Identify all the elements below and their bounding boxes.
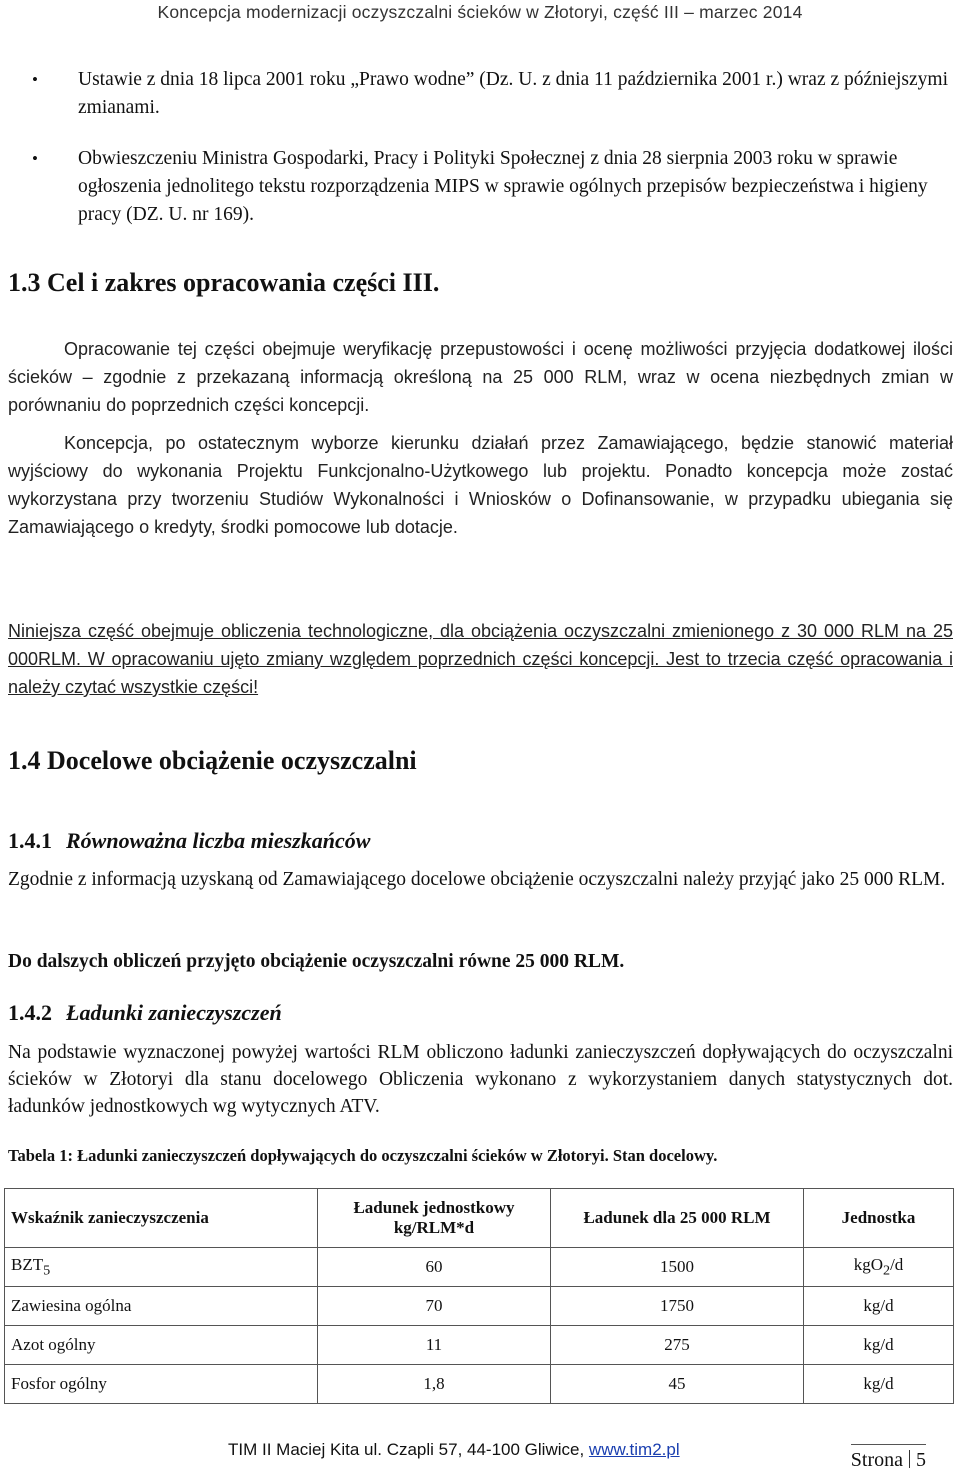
section-1-3-paragraph-2: Koncepcja, po ostatecznym wyborze kierunku działań przez Zamawiającego, będzie stanowić materiał wyjściowy do wykonania Projektu Funkcjonalno-Użytkowego lub projektu. Ponadto koncepcja może zostać wykorzystana przy tworzeniu Studiów Wykonalności i Wniosków o Dofinansowanie, w przypadku ubiegania się Zamawiającego o kredyty, środki pomocowe lub dotacje. <box>8 433 953 537</box>
subsection-1-4-1-paragraph: Zgodnie z informacją uzyskaną od Zamawiającego docelowe obciążenie oczyszczalni należy przyjąć jako 25 000 RLM. <box>8 869 946 890</box>
subsection-heading-1-4-2 <box>8 998 282 1028</box>
table-row <box>5 1326 954 1365</box>
pollutant-loads-table <box>4 1188 954 1404</box>
bullet-icon: • <box>32 149 38 168</box>
table-cell: 1,8 <box>318 1365 551 1404</box>
page-number-value: 5 <box>916 1449 926 1471</box>
table-cell: 11 <box>318 1326 551 1365</box>
footer-website-link[interactable]: www.tim2.pl <box>588 1440 680 1459</box>
column-header: Wskaźnik zanieczyszczenia <box>5 1189 318 1248</box>
table-cell: 1500 <box>551 1248 804 1287</box>
page-separator <box>909 1450 910 1468</box>
page-label: Strona <box>850 1449 903 1471</box>
section-1-3-paragraph-1: Opracowanie tej części obejmuje weryfikację przepustowości i ocenę możliwości przyjęcia dodatkowej ilości ścieków – zgodnie z przekazaną informacją określoną na 25 000 RLM, wraz w ocena niezbędnych zmian w porównaniu do poprzednich części koncepcji. <box>8 339 953 415</box>
page-number <box>851 1444 926 1472</box>
subsection-title: Równoważna liczba mieszkańców <box>66 828 371 853</box>
legal-basis-list <box>0 66 960 252</box>
table-cell: 45 <box>551 1365 804 1404</box>
table-cell: kg/d <box>804 1287 954 1326</box>
table-row <box>5 1365 954 1404</box>
section-heading-1-3: 1.3 Cel i zakres opracowania części III. <box>8 268 440 297</box>
table-cell <box>804 1248 954 1287</box>
subsection-number: 1.4.1 <box>8 828 52 853</box>
bullet-icon: • <box>32 70 38 89</box>
subsection-1-4-1-conclusion: Do dalszych obliczeń przyjęto obciążenie oczyszczalni równe 25 000 RLM. <box>8 951 625 972</box>
cell-text: /d <box>890 1254 904 1274</box>
column-header-line: kg/RLM*d <box>393 1218 475 1237</box>
column-header: Ładunek dla 25 000 RLM <box>551 1189 804 1248</box>
table-row <box>5 1248 954 1287</box>
subsection-number: 1.4.2 <box>8 1000 52 1025</box>
section-1-3-note: Niniejsza część obejmuje obliczenia technologiczne, dla obciążenia oczyszczalni zmienionego z 30 000 RLM na 25 000RLM. W opracowaniu ujęto zmiany względem poprzednich części koncepcji. Jest to trzecia część opracowania i należy czytać wszystkie części! <box>8 621 953 697</box>
list-item <box>0 145 960 229</box>
list-item <box>0 66 960 122</box>
column-header <box>318 1189 551 1248</box>
subsection-title: Ładunki zanieczyszczeń <box>66 1000 282 1025</box>
table-cell: Zawiesina ogólna <box>5 1287 318 1326</box>
footer-address <box>228 1440 680 1460</box>
table-cell <box>5 1248 318 1287</box>
list-item-text: Obwieszczeniu Ministra Gospodarki, Pracy i Polityki Społecznej z dnia 28 sierpnia 2003 roku w sprawie ogłoszenia jednolitego tekstu rozporządzenia MIPS w sprawie ogólnych przepisów bezpieczeństwa i higieny pracy (DZ. U. nr 169). <box>78 148 928 225</box>
table-cell: 1750 <box>551 1287 804 1326</box>
column-header-line: Ładunek jednostkowy <box>353 1198 515 1217</box>
section-heading-1-4: 1.4 Docelowe obciążenie oczyszczalni <box>8 746 417 775</box>
column-header: Jednostka <box>804 1189 954 1248</box>
running-header: Koncepcja modernizacji oczyszczalni ścieków w Złotoryi, część III – marzec 2014 <box>0 0 960 29</box>
table-caption: Tabela 1: Ładunki zanieczyszczeń dopływających do oczyszczalni ścieków w Złotoryi. Stan docelowy. <box>8 1146 718 1165</box>
cell-text: BZT <box>11 1254 44 1274</box>
table-cell: 60 <box>318 1248 551 1287</box>
list-item-text: Ustawie z dnia 18 lipca 2001 roku „Prawo wodne” (Dz. U. z dnia 11 października 2001 r.) wraz z późniejszymi zmianami. <box>78 69 948 118</box>
table-row <box>5 1287 954 1326</box>
subsection-1-4-2-paragraph: Na podstawie wyznaczonej powyżej wartości RLM obliczono ładunki zanieczyszczeń dopływających do oczyszczalni ścieków w Złotoryi dla stanu docelowego Obliczenia wykonano z wykorzystaniem danych statystycznych dot. ładunków jednostkowych wg wytycznych ATV. <box>8 1042 953 1117</box>
subsection-heading-1-4-1 <box>8 826 370 856</box>
table-cell: kg/d <box>804 1365 954 1404</box>
table-cell: 275 <box>551 1326 804 1365</box>
table-cell: Azot ogólny <box>5 1326 318 1365</box>
table-cell: Fosfor ogólny <box>5 1365 318 1404</box>
table-cell: kg/d <box>804 1326 954 1365</box>
table-cell: 70 <box>318 1287 551 1326</box>
cell-subscript: 2 <box>882 1262 891 1279</box>
cell-subscript: 5 <box>43 1262 51 1279</box>
footer-company: TIM II Maciej Kita ul. Czapli 57, 44-100 Gliwice, <box>228 1440 589 1459</box>
table-header-row <box>5 1189 954 1248</box>
cell-text: kgO <box>853 1254 883 1274</box>
page-footer <box>0 1434 960 1469</box>
